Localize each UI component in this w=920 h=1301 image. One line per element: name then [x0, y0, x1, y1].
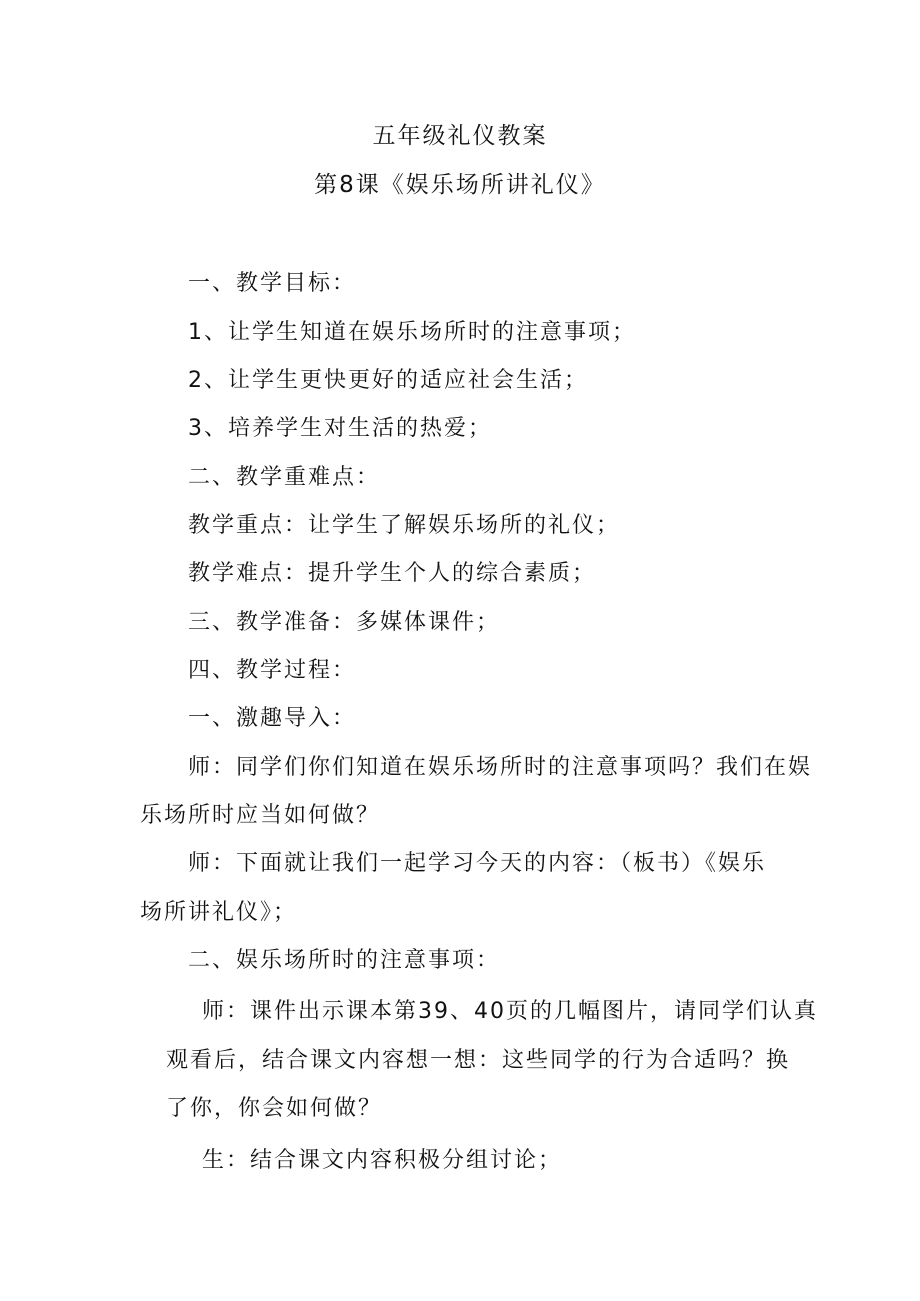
- section-heading-preparation: 三、教学准备：多媒体课件；: [188, 610, 501, 635]
- paragraph-line: 观看后，结合课文内容想一想：这些同学的行为合适吗？换: [166, 1048, 791, 1073]
- section-heading-objectives: 一、教学目标：: [188, 271, 357, 296]
- subsection-heading-intro: 一、激趣导入：: [188, 706, 357, 731]
- section-heading-key-points: 二、教学重难点：: [188, 465, 381, 490]
- paragraph-line: 生：结合课文内容积极分组讨论；: [202, 1148, 563, 1173]
- paragraph-line: 了你，你会如何做？: [166, 1096, 383, 1121]
- lesson-title: 第8课《娱乐场所讲礼仪》: [314, 172, 606, 198]
- section-heading-process: 四、教学过程：: [188, 658, 357, 683]
- difficulty-item: 教学难点：提升学生个人的综合素质；: [188, 561, 597, 586]
- paragraph-line: 师：下面就让我们一起学习今天的内容：（板书）《娱乐: [188, 851, 767, 876]
- paragraph-line: 师：同学们你们知道在娱乐场所时的注意事项吗？我们在娱: [188, 755, 813, 780]
- objective-item: 3、培养学生对生活的热爱；: [188, 416, 492, 441]
- objective-item: 1、让学生知道在娱乐场所时的注意事项；: [188, 320, 636, 345]
- paragraph-line: 乐场所时应当如何做？: [140, 803, 381, 828]
- key-point-item: 教学重点：让学生了解娱乐场所的礼仪；: [188, 513, 621, 538]
- paragraph-line: 场所讲礼仪》；: [140, 900, 298, 925]
- document-title: 五年级礼仪教案: [372, 123, 548, 149]
- paragraph-line: 师：课件出示课本第39、40页的几幅图片，请同学们认真: [202, 999, 818, 1024]
- objective-item: 2、让学生更快更好的适应社会生活；: [188, 368, 588, 393]
- subsection-heading-notes: 二、娱乐场所时的注意事项：: [188, 948, 501, 973]
